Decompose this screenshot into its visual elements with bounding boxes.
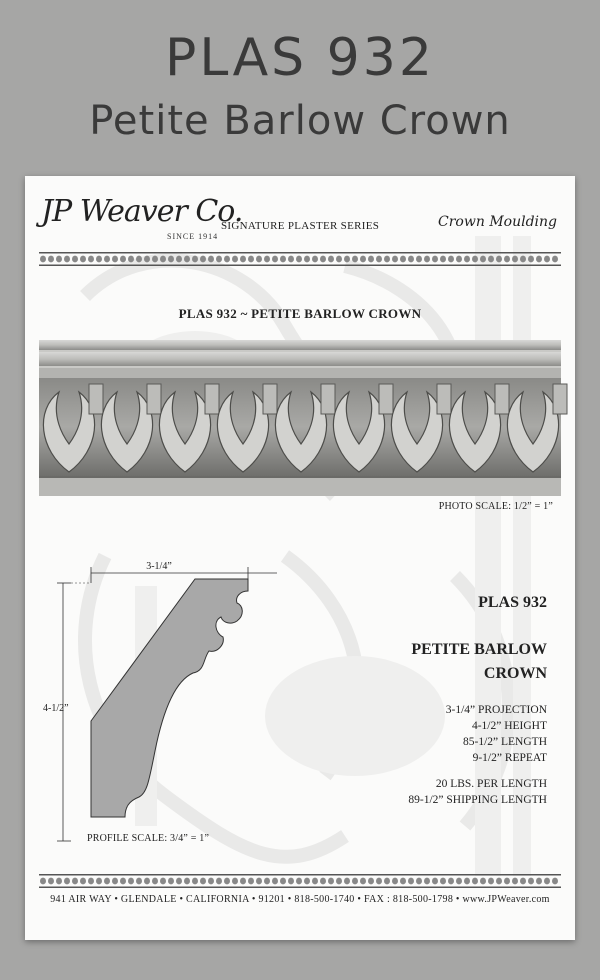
border-bead: [344, 256, 350, 263]
border-bead: [432, 878, 438, 885]
border-bead: [376, 256, 382, 263]
border-bead: [136, 878, 142, 885]
border-bead: [256, 256, 262, 263]
moulding-bead-stem: [89, 384, 103, 414]
border-bead: [168, 878, 174, 885]
border-bead: [176, 878, 182, 885]
border-bead: [320, 878, 326, 885]
border-bead: [456, 878, 462, 885]
border-bead: [440, 878, 446, 885]
border-bead: [536, 878, 542, 885]
border-bead: [552, 256, 558, 263]
border-bead: [40, 878, 46, 885]
spec-name: [327, 638, 547, 686]
border-bead: [504, 256, 510, 263]
border-bead: [520, 878, 526, 885]
border-bead: [448, 878, 454, 885]
border-bead: [536, 256, 542, 263]
border-bead: [328, 878, 334, 885]
border-bead: [128, 878, 134, 885]
border-bead: [408, 256, 414, 263]
border-bead: [512, 878, 518, 885]
border-bead: [296, 878, 302, 885]
border-bead: [104, 256, 110, 263]
border-bead: [160, 878, 166, 885]
border-bead: [80, 256, 86, 263]
border-bead: [496, 878, 502, 885]
border-bead: [504, 878, 510, 885]
border-bead: [264, 256, 270, 263]
border-bead: [200, 878, 206, 885]
border-bead: [360, 256, 366, 263]
border-bead: [424, 256, 430, 263]
border-bead: [424, 878, 430, 885]
border-bead: [184, 878, 190, 885]
profile-height-dimension: 4-1/2”: [43, 703, 69, 714]
border-bead: [200, 256, 206, 263]
border-bead: [368, 878, 374, 885]
border-bead: [464, 256, 470, 263]
border-bead: [280, 256, 286, 263]
border-bead: [192, 256, 198, 263]
border-bead: [168, 256, 174, 263]
border-bead: [56, 878, 62, 885]
border-bead: [264, 878, 270, 885]
border-bead: [384, 256, 390, 263]
border-bead: [48, 256, 54, 263]
moulding-bead-stem: [553, 384, 567, 414]
border-bead: [144, 878, 150, 885]
border-bead: [352, 256, 358, 263]
border-bead: [144, 256, 150, 263]
border-bead: [384, 878, 390, 885]
spec-item: 89-1/2” SHIPPING LENGTH: [408, 794, 547, 806]
border-bead: [336, 256, 342, 263]
border-bead: [416, 878, 422, 885]
border-bead: [288, 256, 294, 263]
border-bead: [528, 878, 534, 885]
spec-code: PLAS 932: [478, 594, 547, 611]
border-bead: [88, 256, 94, 263]
border-bead: [192, 878, 198, 885]
moulding-bead-stem: [263, 384, 277, 414]
footer-contact: 941 AIR WAY • GLENDALE • CALIFORNIA • 91201 • 818-500-1740 • FAX : 818-500-1798 • www.JPWeaver.com: [50, 894, 550, 905]
border-bead: [480, 878, 486, 885]
border-bead: [184, 256, 190, 263]
border-bead: [392, 878, 398, 885]
border-bead: [256, 878, 262, 885]
profile-width-dimension: 3-1/4”: [146, 561, 172, 572]
moulding-profile-drawing: [43, 561, 265, 851]
border-bead: [304, 878, 310, 885]
border-bead: [80, 878, 86, 885]
spec-item: 20 LBS. PER LENGTH: [435, 778, 547, 790]
border-bead: [408, 878, 414, 885]
border-bead: [344, 878, 350, 885]
border-bead: [296, 256, 302, 263]
border-bead: [48, 878, 54, 885]
border-bead: [488, 878, 494, 885]
border-bead: [64, 256, 70, 263]
border-bead: [392, 256, 398, 263]
border-bead: [272, 878, 278, 885]
border-bead: [112, 878, 118, 885]
border-bead: [240, 878, 246, 885]
border-bead: [488, 256, 494, 263]
moulding-bead-stem: [321, 384, 335, 414]
moulding-bead-stem: [147, 384, 161, 414]
border-bead: [160, 256, 166, 263]
spec-shipping-list: [327, 776, 547, 808]
border-bead: [448, 256, 454, 263]
bottom-ornament-border: [39, 874, 561, 888]
border-bead: [480, 256, 486, 263]
border-bead: [208, 256, 214, 263]
border-bead: [352, 878, 358, 885]
profile-scale: PROFILE SCALE: 3/4” = 1”: [87, 833, 210, 844]
border-bead: [232, 256, 238, 263]
border-bead: [248, 256, 254, 263]
spec-name-line2: CROWN: [483, 665, 547, 682]
border-bead: [496, 256, 502, 263]
border-bead: [176, 256, 182, 263]
border-bead: [96, 878, 102, 885]
border-bead: [224, 256, 230, 263]
border-bead: [72, 256, 78, 263]
border-bead: [72, 878, 78, 885]
border-bead: [400, 878, 406, 885]
border-bead: [312, 256, 318, 263]
border-bead: [64, 878, 70, 885]
spec-item: 9-1/2” REPEAT: [472, 752, 547, 764]
border-bead: [288, 878, 294, 885]
border-bead: [240, 256, 246, 263]
moulding-photo: [39, 340, 561, 496]
border-bead: [304, 256, 310, 263]
border-bead: [232, 878, 238, 885]
border-bead: [56, 256, 62, 263]
moulding-bead-stem: [495, 384, 509, 414]
spec-name-line1: PETITE BARLOW: [411, 641, 547, 658]
border-bead: [416, 256, 422, 263]
border-bead: [280, 878, 286, 885]
moulding-bead-stem: [205, 384, 219, 414]
border-bead: [528, 256, 534, 263]
border-bead: [440, 256, 446, 263]
brand-since: SINCE 1914: [167, 232, 219, 241]
border-bead: [136, 256, 142, 263]
border-bead: [456, 256, 462, 263]
spec-item: 85-1/2” LENGTH: [463, 736, 547, 748]
page-header-code: PLAS 932: [165, 28, 435, 88]
spec-item: 4-1/2” HEIGHT: [471, 720, 547, 732]
border-bead: [216, 256, 222, 263]
border-bead: [120, 256, 126, 263]
moulding-bead-stem: [379, 384, 393, 414]
moulding-bead-stem: [437, 384, 451, 414]
border-bead: [152, 256, 158, 263]
border-bead: [208, 878, 214, 885]
border-bead: [472, 256, 478, 263]
border-bead: [120, 878, 126, 885]
border-bead: [400, 256, 406, 263]
brand-logo: JP Weaver Co.: [41, 194, 243, 229]
border-bead: [248, 878, 254, 885]
photo-scale: PHOTO SCALE: 1/2” = 1”: [438, 501, 553, 512]
series-label: SIGNATURE PLASTER SERIES: [221, 220, 380, 232]
border-bead: [544, 256, 550, 263]
photo-title: PLAS 932 ~ PETITE BARLOW CROWN: [178, 306, 422, 321]
border-bead: [152, 878, 158, 885]
border-bead: [128, 256, 134, 263]
category-label: Crown Moulding: [438, 214, 557, 230]
border-bead: [272, 256, 278, 263]
border-bead: [40, 256, 46, 263]
border-bead: [224, 878, 230, 885]
border-bead: [312, 878, 318, 885]
border-bead: [432, 256, 438, 263]
border-bead: [464, 878, 470, 885]
border-bead: [112, 256, 118, 263]
spec-sheet: [25, 176, 575, 940]
border-bead: [88, 878, 94, 885]
top-ornament-border: [39, 252, 561, 266]
border-bead: [544, 878, 550, 885]
border-bead: [96, 256, 102, 263]
border-bead: [368, 256, 374, 263]
border-bead: [216, 878, 222, 885]
page-header-name: Petite Barlow Crown: [89, 98, 511, 144]
border-bead: [104, 878, 110, 885]
border-bead: [336, 878, 342, 885]
spec-item: 3-1/4” PROJECTION: [445, 704, 547, 716]
border-bead: [320, 256, 326, 263]
border-bead: [472, 878, 478, 885]
border-bead: [360, 878, 366, 885]
border-bead: [520, 256, 526, 263]
border-bead: [328, 256, 334, 263]
border-bead: [512, 256, 518, 263]
border-bead: [376, 878, 382, 885]
spec-dimensions-list: [347, 702, 547, 766]
border-bead: [552, 878, 558, 885]
